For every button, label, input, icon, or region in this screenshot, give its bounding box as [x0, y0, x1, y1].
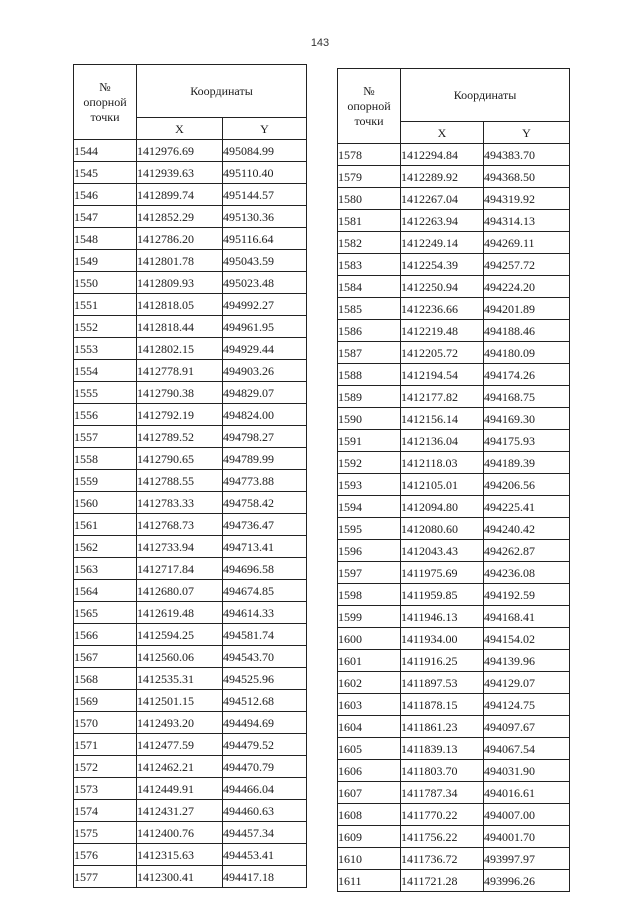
- y-header: Y: [223, 118, 307, 140]
- table-row: [74, 844, 307, 866]
- x-coordinate-cell: 1412289.92: [401, 166, 484, 188]
- x-coordinate-cell: 1412250.94: [401, 276, 484, 298]
- x-coordinate-cell: 1412680.07: [137, 580, 223, 602]
- x-coordinate-cell: 1412768.73: [137, 514, 223, 536]
- point-number-cell: 1588: [338, 364, 401, 386]
- point-number-cell: 1576: [74, 844, 137, 866]
- y-coordinate-cell: 494929.44: [223, 338, 307, 360]
- x-coordinate-cell: 1412177.82: [401, 386, 484, 408]
- point-number-cell: 1569: [74, 690, 137, 712]
- point-number-cell: 1593: [338, 474, 401, 496]
- y-coordinate-cell: 494460.63: [223, 800, 307, 822]
- y-coordinate-cell: 494992.27: [223, 294, 307, 316]
- y-coordinate-cell: 494240.42: [484, 518, 570, 540]
- y-coordinate-cell: 495116.64: [223, 228, 307, 250]
- table-row: [74, 470, 307, 492]
- x-coordinate-cell: 1412818.05: [137, 294, 223, 316]
- table-row: [74, 668, 307, 690]
- y-coordinate-cell: 494798.27: [223, 426, 307, 448]
- table-row: [74, 712, 307, 734]
- x-coordinate-cell: 1412493.20: [137, 712, 223, 734]
- x-coordinate-cell: 1412236.66: [401, 298, 484, 320]
- x-coordinate-cell: 1412400.76: [137, 822, 223, 844]
- table-row: [338, 408, 570, 430]
- y-coordinate-cell: 494903.26: [223, 360, 307, 382]
- point-number-cell: 1580: [338, 188, 401, 210]
- y-coordinate-cell: 494758.42: [223, 492, 307, 514]
- table-row: [74, 822, 307, 844]
- point-number-cell: 1574: [74, 800, 137, 822]
- table-row: [338, 826, 570, 848]
- x-coordinate-cell: 1412254.39: [401, 254, 484, 276]
- point-number-cell: 1552: [74, 316, 137, 338]
- point-number-cell: 1559: [74, 470, 137, 492]
- table-row: [338, 276, 570, 298]
- point-number-cell: 1546: [74, 184, 137, 206]
- point-number-cell: 1565: [74, 602, 137, 624]
- point-number-cell: 1589: [338, 386, 401, 408]
- table-row: [338, 738, 570, 760]
- point-number-cell: 1572: [74, 756, 137, 778]
- table-row: [338, 452, 570, 474]
- y-coordinate-cell: 495110.40: [223, 162, 307, 184]
- x-coordinate-cell: 1412477.59: [137, 734, 223, 756]
- header-num-line: опорной: [347, 98, 391, 113]
- point-number-header: [74, 65, 137, 140]
- point-number-cell: 1585: [338, 298, 401, 320]
- y-coordinate-cell: 494129.07: [484, 672, 570, 694]
- y-coordinate-cell: 494154.02: [484, 628, 570, 650]
- point-number-cell: 1551: [74, 294, 137, 316]
- y-coordinate-cell: 494713.41: [223, 536, 307, 558]
- table-row: [74, 228, 307, 250]
- table-row: [74, 448, 307, 470]
- table-row: [338, 716, 570, 738]
- point-number-cell: 1573: [74, 778, 137, 800]
- table-row: [338, 430, 570, 452]
- table-row: [338, 848, 570, 870]
- point-number-cell: 1605: [338, 738, 401, 760]
- table-row: [338, 166, 570, 188]
- table-row: [74, 360, 307, 382]
- point-number-cell: 1545: [74, 162, 137, 184]
- coordinates-header: Координаты: [137, 65, 307, 118]
- table-row: [74, 206, 307, 228]
- x-coordinate-cell: 1412449.91: [137, 778, 223, 800]
- x-coordinate-cell: 1412080.60: [401, 518, 484, 540]
- x-coordinate-cell: 1412315.63: [137, 844, 223, 866]
- coordinates-table-left: [73, 64, 307, 888]
- table-row: [338, 518, 570, 540]
- point-number-cell: 1570: [74, 712, 137, 734]
- coordinates-table-right: [337, 68, 570, 892]
- table-row: [338, 254, 570, 276]
- table-row: [338, 386, 570, 408]
- table-body-right: [338, 144, 570, 892]
- x-coordinate-cell: 1412194.54: [401, 364, 484, 386]
- x-coordinate-cell: 1412205.72: [401, 342, 484, 364]
- point-number-cell: 1595: [338, 518, 401, 540]
- point-number-cell: 1563: [74, 558, 137, 580]
- point-number-cell: 1578: [338, 144, 401, 166]
- point-number-cell: 1554: [74, 360, 137, 382]
- y-coordinate-cell: 494512.68: [223, 690, 307, 712]
- header-num-line: №: [363, 83, 375, 98]
- y-coordinate-cell: 494674.85: [223, 580, 307, 602]
- page-number: 143: [310, 37, 330, 49]
- point-number-cell: 1560: [74, 492, 137, 514]
- point-number-cell: 1610: [338, 848, 401, 870]
- y-coordinate-cell: 494236.08: [484, 562, 570, 584]
- x-coordinate-cell: 1412801.78: [137, 250, 223, 272]
- table-row: [74, 294, 307, 316]
- y-coordinate-cell: 494224.20: [484, 276, 570, 298]
- y-coordinate-cell: 494470.79: [223, 756, 307, 778]
- table-row: [74, 184, 307, 206]
- y-coordinate-cell: 494457.34: [223, 822, 307, 844]
- y-coordinate-cell: 494007.00: [484, 804, 570, 826]
- x-coordinate-cell: 1411916.25: [401, 650, 484, 672]
- x-coordinate-cell: 1412156.14: [401, 408, 484, 430]
- y-coordinate-cell: 494479.52: [223, 734, 307, 756]
- table-row: [74, 602, 307, 624]
- y-coordinate-cell: 494314.13: [484, 210, 570, 232]
- y-coordinate-cell: 494581.74: [223, 624, 307, 646]
- table-row: [338, 474, 570, 496]
- header-num-line: опорной: [83, 94, 127, 109]
- table-row: [338, 760, 570, 782]
- point-number-cell: 1564: [74, 580, 137, 602]
- x-coordinate-cell: 1412094.80: [401, 496, 484, 518]
- x-coordinate-cell: 1412249.14: [401, 232, 484, 254]
- table-row: [74, 514, 307, 536]
- point-number-cell: 1584: [338, 276, 401, 298]
- table-row: [338, 232, 570, 254]
- x-coordinate-cell: 1412462.21: [137, 756, 223, 778]
- point-number-cell: 1603: [338, 694, 401, 716]
- y-coordinate-cell: 494175.93: [484, 430, 570, 452]
- point-number-cell: 1611: [338, 870, 401, 892]
- y-coordinate-cell: 494262.87: [484, 540, 570, 562]
- point-number-cell: 1577: [74, 866, 137, 888]
- table-row: [74, 580, 307, 602]
- point-number-cell: 1547: [74, 206, 137, 228]
- x-header: X: [137, 118, 223, 140]
- table-row: [338, 606, 570, 628]
- y-coordinate-cell: 494174.26: [484, 364, 570, 386]
- x-coordinate-cell: 1412786.20: [137, 228, 223, 250]
- table-row: [338, 694, 570, 716]
- point-number-cell: 1548: [74, 228, 137, 250]
- y-header: Y: [484, 122, 570, 144]
- x-coordinate-cell: 1412717.84: [137, 558, 223, 580]
- y-coordinate-cell: 494192.59: [484, 584, 570, 606]
- y-coordinate-cell: 495084.99: [223, 140, 307, 162]
- table-row: [338, 364, 570, 386]
- point-number-cell: 1544: [74, 140, 137, 162]
- x-coordinate-cell: 1412976.69: [137, 140, 223, 162]
- table-row: [338, 496, 570, 518]
- header-num-line: точки: [90, 109, 120, 124]
- y-coordinate-cell: 493996.26: [484, 870, 570, 892]
- y-coordinate-cell: 494453.41: [223, 844, 307, 866]
- x-coordinate-cell: 1412733.94: [137, 536, 223, 558]
- point-number-cell: 1562: [74, 536, 137, 558]
- y-coordinate-cell: 494168.75: [484, 386, 570, 408]
- table-row: [338, 650, 570, 672]
- x-coordinate-cell: 1411839.13: [401, 738, 484, 760]
- x-coordinate-cell: 1412783.33: [137, 492, 223, 514]
- point-number-cell: 1597: [338, 562, 401, 584]
- y-coordinate-cell: 494494.69: [223, 712, 307, 734]
- header-num-line: №: [99, 79, 111, 94]
- point-number-header: [338, 69, 401, 144]
- point-number-cell: 1609: [338, 826, 401, 848]
- y-coordinate-cell: 494139.96: [484, 650, 570, 672]
- point-number-cell: 1549: [74, 250, 137, 272]
- x-coordinate-cell: 1411946.13: [401, 606, 484, 628]
- x-coordinate-cell: 1412136.04: [401, 430, 484, 452]
- coordinates-header: Координаты: [401, 69, 570, 122]
- x-header: X: [401, 122, 484, 144]
- point-number-cell: 1602: [338, 672, 401, 694]
- table-row: [74, 140, 307, 162]
- table-row: [74, 316, 307, 338]
- x-coordinate-cell: 1412219.48: [401, 320, 484, 342]
- x-coordinate-cell: 1411975.69: [401, 562, 484, 584]
- point-number-cell: 1594: [338, 496, 401, 518]
- point-number-cell: 1581: [338, 210, 401, 232]
- y-coordinate-cell: 494824.00: [223, 404, 307, 426]
- y-coordinate-cell: 494016.61: [484, 782, 570, 804]
- y-coordinate-cell: 494543.70: [223, 646, 307, 668]
- y-coordinate-cell: 494001.70: [484, 826, 570, 848]
- table-row: [338, 584, 570, 606]
- y-coordinate-cell: 495130.36: [223, 206, 307, 228]
- y-coordinate-cell: 494168.41: [484, 606, 570, 628]
- point-number-cell: 1600: [338, 628, 401, 650]
- y-coordinate-cell: 494417.18: [223, 866, 307, 888]
- point-number-cell: 1596: [338, 540, 401, 562]
- x-coordinate-cell: 1411721.28: [401, 870, 484, 892]
- table-row: [74, 536, 307, 558]
- y-coordinate-cell: 494466.04: [223, 778, 307, 800]
- y-coordinate-cell: 494614.33: [223, 602, 307, 624]
- x-coordinate-cell: 1412300.41: [137, 866, 223, 888]
- x-coordinate-cell: 1412535.31: [137, 668, 223, 690]
- x-coordinate-cell: 1412788.55: [137, 470, 223, 492]
- table-row: [74, 734, 307, 756]
- y-coordinate-cell: 494189.39: [484, 452, 570, 474]
- y-coordinate-cell: 494696.58: [223, 558, 307, 580]
- table-row: [74, 404, 307, 426]
- x-coordinate-cell: 1412852.29: [137, 206, 223, 228]
- table-row: [74, 492, 307, 514]
- point-number-cell: 1555: [74, 382, 137, 404]
- x-coordinate-cell: 1412818.44: [137, 316, 223, 338]
- table-row: [338, 672, 570, 694]
- header-num-line: точки: [354, 113, 384, 128]
- x-coordinate-cell: 1412790.38: [137, 382, 223, 404]
- y-coordinate-cell: 495144.57: [223, 184, 307, 206]
- y-coordinate-cell: 494961.95: [223, 316, 307, 338]
- table-row: [338, 804, 570, 826]
- table-row: [74, 756, 307, 778]
- y-coordinate-cell: 494525.96: [223, 668, 307, 690]
- x-coordinate-cell: 1412431.27: [137, 800, 223, 822]
- table-row: [74, 426, 307, 448]
- y-coordinate-cell: 494031.90: [484, 760, 570, 782]
- point-number-cell: 1582: [338, 232, 401, 254]
- point-number-cell: 1606: [338, 760, 401, 782]
- table-row: [338, 298, 570, 320]
- y-coordinate-cell: 494773.88: [223, 470, 307, 492]
- x-coordinate-cell: 1412802.15: [137, 338, 223, 360]
- x-coordinate-cell: 1412792.19: [137, 404, 223, 426]
- y-coordinate-cell: 494383.70: [484, 144, 570, 166]
- table-row: [338, 562, 570, 584]
- point-number-cell: 1557: [74, 426, 137, 448]
- y-coordinate-cell: 494201.89: [484, 298, 570, 320]
- point-number-cell: 1598: [338, 584, 401, 606]
- x-coordinate-cell: 1412294.84: [401, 144, 484, 166]
- x-coordinate-cell: 1412043.43: [401, 540, 484, 562]
- table-body-left: [74, 140, 307, 888]
- y-coordinate-cell: 494169.30: [484, 408, 570, 430]
- point-number-cell: 1561: [74, 514, 137, 536]
- x-coordinate-cell: 1411934.00: [401, 628, 484, 650]
- x-coordinate-cell: 1411897.53: [401, 672, 484, 694]
- y-coordinate-cell: 495043.59: [223, 250, 307, 272]
- point-number-cell: 1608: [338, 804, 401, 826]
- y-coordinate-cell: 494206.56: [484, 474, 570, 496]
- table-row: [338, 188, 570, 210]
- y-coordinate-cell: 494736.47: [223, 514, 307, 536]
- table-row: [74, 800, 307, 822]
- x-coordinate-cell: 1411878.15: [401, 694, 484, 716]
- x-coordinate-cell: 1412560.06: [137, 646, 223, 668]
- point-number-cell: 1579: [338, 166, 401, 188]
- point-number-cell: 1591: [338, 430, 401, 452]
- table-row: [338, 210, 570, 232]
- x-coordinate-cell: 1411756.22: [401, 826, 484, 848]
- point-number-cell: 1556: [74, 404, 137, 426]
- y-coordinate-cell: 494269.11: [484, 232, 570, 254]
- y-coordinate-cell: 494124.75: [484, 694, 570, 716]
- point-number-cell: 1566: [74, 624, 137, 646]
- point-number-cell: 1567: [74, 646, 137, 668]
- y-coordinate-cell: 493997.97: [484, 848, 570, 870]
- table-row: [74, 624, 307, 646]
- point-number-cell: 1583: [338, 254, 401, 276]
- point-number-cell: 1575: [74, 822, 137, 844]
- x-coordinate-cell: 1412939.63: [137, 162, 223, 184]
- y-coordinate-cell: 494319.92: [484, 188, 570, 210]
- y-coordinate-cell: 494225.41: [484, 496, 570, 518]
- y-coordinate-cell: 494829.07: [223, 382, 307, 404]
- point-number-cell: 1568: [74, 668, 137, 690]
- point-number-cell: 1550: [74, 272, 137, 294]
- x-coordinate-cell: 1412789.52: [137, 426, 223, 448]
- x-coordinate-cell: 1412105.01: [401, 474, 484, 496]
- x-coordinate-cell: 1412809.93: [137, 272, 223, 294]
- table-row: [74, 866, 307, 888]
- table-row: [338, 320, 570, 342]
- x-coordinate-cell: 1412619.48: [137, 602, 223, 624]
- table-row: [338, 342, 570, 364]
- y-coordinate-cell: 494067.54: [484, 738, 570, 760]
- y-coordinate-cell: 494789.99: [223, 448, 307, 470]
- x-coordinate-cell: 1411959.85: [401, 584, 484, 606]
- table-row: [74, 690, 307, 712]
- table-row: [74, 338, 307, 360]
- x-coordinate-cell: 1412267.04: [401, 188, 484, 210]
- table-row: [74, 558, 307, 580]
- table-row: [338, 782, 570, 804]
- y-coordinate-cell: 494257.72: [484, 254, 570, 276]
- table-row: [74, 162, 307, 184]
- x-coordinate-cell: 1412263.94: [401, 210, 484, 232]
- x-coordinate-cell: 1412790.65: [137, 448, 223, 470]
- table-row: [74, 250, 307, 272]
- x-coordinate-cell: 1412118.03: [401, 452, 484, 474]
- point-number-cell: 1571: [74, 734, 137, 756]
- table-row: [338, 870, 570, 892]
- x-coordinate-cell: 1412778.91: [137, 360, 223, 382]
- table-row: [74, 382, 307, 404]
- table-row: [338, 540, 570, 562]
- table-row: [74, 778, 307, 800]
- x-coordinate-cell: 1411770.22: [401, 804, 484, 826]
- x-coordinate-cell: 1412899.74: [137, 184, 223, 206]
- x-coordinate-cell: 1412501.15: [137, 690, 223, 712]
- y-coordinate-cell: 494180.09: [484, 342, 570, 364]
- table-row: [338, 628, 570, 650]
- y-coordinate-cell: 494097.67: [484, 716, 570, 738]
- point-number-cell: 1558: [74, 448, 137, 470]
- y-coordinate-cell: 495023.48: [223, 272, 307, 294]
- point-number-cell: 1607: [338, 782, 401, 804]
- point-number-cell: 1587: [338, 342, 401, 364]
- table-row: [338, 144, 570, 166]
- point-number-cell: 1604: [338, 716, 401, 738]
- x-coordinate-cell: 1411803.70: [401, 760, 484, 782]
- point-number-cell: 1586: [338, 320, 401, 342]
- point-number-cell: 1592: [338, 452, 401, 474]
- x-coordinate-cell: 1411861.23: [401, 716, 484, 738]
- point-number-cell: 1601: [338, 650, 401, 672]
- point-number-cell: 1590: [338, 408, 401, 430]
- x-coordinate-cell: 1412594.25: [137, 624, 223, 646]
- y-coordinate-cell: 494368.50: [484, 166, 570, 188]
- x-coordinate-cell: 1411787.34: [401, 782, 484, 804]
- x-coordinate-cell: 1411736.72: [401, 848, 484, 870]
- point-number-cell: 1599: [338, 606, 401, 628]
- point-number-cell: 1553: [74, 338, 137, 360]
- table-row: [74, 646, 307, 668]
- y-coordinate-cell: 494188.46: [484, 320, 570, 342]
- table-row: [74, 272, 307, 294]
